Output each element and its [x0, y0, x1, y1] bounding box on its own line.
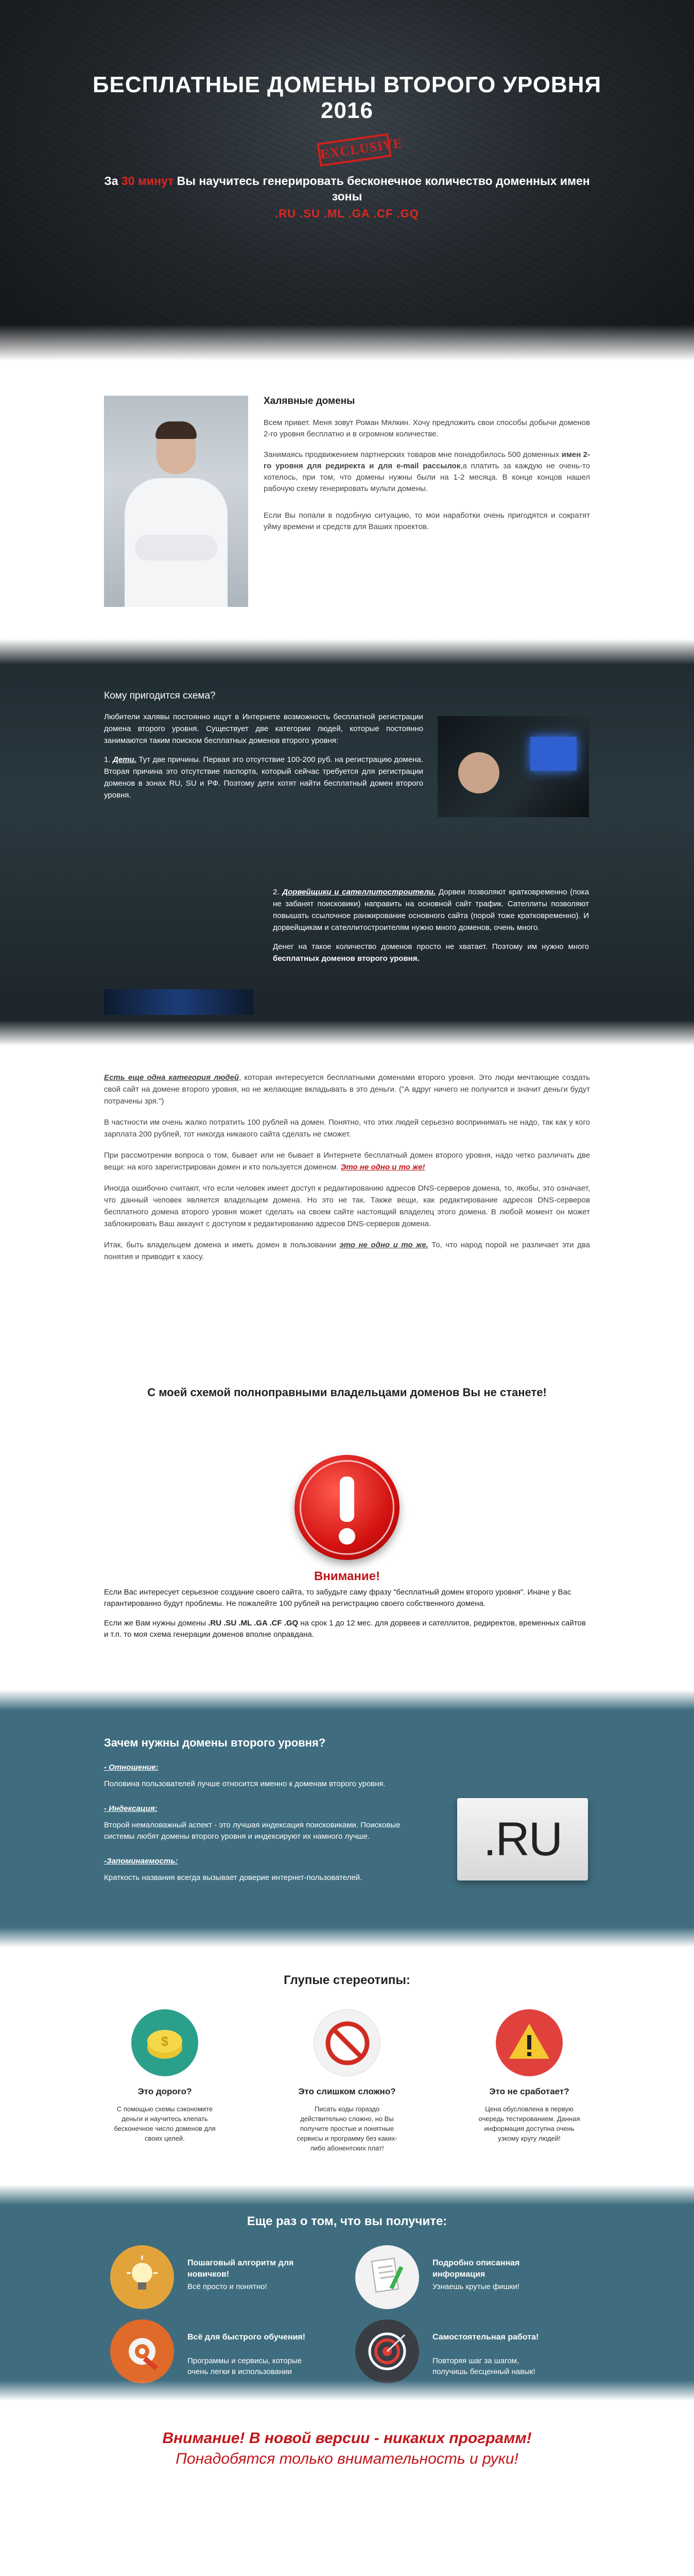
why-item-text: Краткость названия всегда вызывает доверие интернет-пользователей. — [104, 1873, 362, 1882]
ownership-section — [0, 1046, 694, 1437]
stereotype-title: Это слишком сложно? — [298, 2087, 396, 2096]
stereotypes-section — [0, 1947, 694, 2184]
stereotypes-title: Глупые стереотипы: — [284, 1973, 410, 1987]
who-money-pre: Денег на такое количество доменов просто не хватает. Поэтому им нужно много — [273, 942, 589, 951]
final-note: Понадобятся только внимательность и руки! — [176, 2450, 518, 2467]
warning-section — [0, 1437, 694, 1690]
warning-paragraph-1: Если Вас интересует серьезное создание своего сайта, то забудьте саму фразу "бесплатный домен второго уровня". Иначе у Вас гарантированно будут проблемы. Не пожалейте 100 рублей на регистрацию своего собственного домена. — [104, 1588, 571, 1608]
target-icon — [355, 2319, 419, 2383]
stereotype-text: Писать коды гораздо действительно сложно, но Вы получите простые и понятные сервисы и программу без каких-либо абонентских плат! — [297, 2105, 397, 2152]
lightbulb-icon — [110, 2245, 174, 2309]
why-item — [104, 1856, 428, 1884]
document-icon — [355, 2245, 419, 2309]
hero-section — [0, 0, 694, 361]
hero-title — [0, 72, 694, 124]
who-section — [0, 639, 694, 1046]
child-computer-image — [438, 716, 589, 817]
hero-lead-time: 30 минут — [121, 174, 174, 188]
benefit-item — [110, 2245, 316, 2312]
who-title: Кому пригодится схема? — [104, 690, 216, 701]
ownership-p5-bold: это не одно и то же. — [339, 1241, 428, 1249]
benefit-item — [355, 2245, 561, 2312]
final-section — [0, 2401, 694, 2505]
who-paragraph-doorways — [273, 886, 589, 934]
benefit-text: Всё просто и понятно! — [187, 2282, 267, 2291]
ownership-paragraph-4: Иногда ошибочно считают, что если человек имеет доступ к редактированию адресов DNS-серверов домена, то, якобы, это означает, что данный человек является владельцем домена. Но это не так. Также вещи, как редактирование адресов DNS-серверов бесплатного домена второго уровня может сделать на своем сайте настоящий владелец этого домена. В любой момент он может заблокировать Ваш аккаунт с доступом к редактированию адресов DNS-серверов домена. — [104, 1184, 590, 1228]
ownership-p3-pre: При рассмотрении вопроса о том, бывает или не бывает в Интернете бесплатный домен второго уровня, надо четко различать две вещи: на кого зарегистрирован домен и кто пользуется доменом. — [104, 1151, 590, 1172]
stereotype-text: Цена обусловлена в первую очередь тестированием. Данная информация доступна очень узкому кругу людей! — [478, 2105, 580, 2142]
who-kids-num: 1. — [104, 755, 113, 764]
who-kids-text: Тут две причины. Первая это отсутствие 100-200 руб. на регистрацию домена. Вторая причина это отсутствие паспорта, который сейчас требуется для регистрации доменов в зонах RU, SU и РФ. Поэтому дети хотят найти бесплатный домен второго уровня. — [104, 755, 423, 800]
warning-paragraph-2 — [104, 1618, 590, 1640]
keyboard-hands-image — [104, 989, 253, 1015]
about-p2-bold: имен 2-го уровня для редиректа и для e-mail рассылок — [264, 450, 590, 470]
why-item-head: - Индексация: — [104, 1804, 158, 1813]
ownership-p5-pre: Итак, быть владельцем домена и иметь домен в пользовании — [104, 1241, 340, 1249]
stereotype-item — [270, 2009, 424, 2153]
why-item — [104, 1762, 428, 1790]
about-paragraph-3: Если Вы попали в подобную ситуацию, то мои наработки очень пригодятся и сократят уйму времени и средств для Ваших проектов. — [264, 511, 590, 531]
ownership-paragraph-3 — [104, 1149, 590, 1173]
about-text — [264, 417, 590, 542]
why-item-text: Второй немаловажный аспект - это лучшая индексация поисковиками. Поисковые системы любят домены второго уровня и индексируют их намного лучше. — [104, 1821, 401, 1841]
benefit-item — [110, 2319, 316, 2386]
warning-text — [104, 1587, 590, 1649]
hero-fade — [0, 325, 694, 361]
about-paragraph-2 — [264, 449, 590, 495]
coin-icon — [131, 2009, 198, 2076]
hero-title-year: 2016 — [321, 98, 373, 123]
benefits-title: Еще раз о том, что вы получите: — [247, 2214, 447, 2228]
photo-hair — [155, 421, 197, 439]
warning-p2-post: на срок 1 до 12 мес. для дорвеев и сателлитов, редиректов, временных сайтов и т.п. то моя схема генерации доменов вполне оправдана. — [104, 1619, 586, 1639]
why-item-head: - Отношение: — [104, 1763, 159, 1772]
benefit-text: Узнаешь крутые фишки! — [432, 2282, 519, 2291]
who-money-bold: бесплатных доменов второго уровня. — [273, 954, 420, 963]
who-top-fade — [0, 639, 694, 665]
ownership-paragraph-5 — [104, 1239, 590, 1263]
stereotype-title: Это не сработает? — [489, 2087, 569, 2096]
prohibited-icon — [314, 2009, 380, 2076]
about-section — [0, 361, 694, 639]
hero-title-line1: БЕСПЛАТНЫЕ ДОМЕНЫ ВТОРОГО УРОВНЯ — [92, 72, 602, 97]
warning-p2-pre: Если же Вам нужны домены — [104, 1619, 209, 1628]
ownership-heading: С моей схемой полноправными владельцами доменов Вы не станете! — [147, 1386, 547, 1399]
benefit-title: Самостоятельная работа! — [432, 2333, 539, 2342]
hero-lead-pre: За — [104, 174, 122, 188]
why-top-fade — [0, 1690, 694, 1710]
benefits-bottom-fade — [0, 2380, 694, 2401]
why-item-head: -Запоминаемость: — [104, 1857, 178, 1866]
benefit-title: Пошаговый алгоритм для новичков! — [187, 2259, 294, 2279]
stereotype-item — [88, 2009, 242, 2143]
benefit-title: Всё для быстрого обучения! — [187, 2333, 306, 2342]
ru-domain-badge: .RU — [457, 1798, 588, 1880]
warning-icon — [496, 2009, 563, 2076]
exclamation-dot — [339, 1528, 355, 1545]
who-bottom-fade — [0, 1020, 694, 1046]
benefits-section — [0, 2184, 694, 2401]
ownership-p5-post: То, что народ порой не различает эти два понятия и приводит к хаосу. — [104, 1241, 591, 1261]
who-paragraph-money — [273, 941, 589, 964]
benefits-top-fade — [0, 2184, 694, 2205]
photo-arms — [135, 535, 217, 561]
who-door-num: 2. — [273, 888, 283, 896]
benefit-item — [355, 2319, 561, 2386]
hero-zones: .RU .SU .ML .GA .CF .GQ — [275, 207, 419, 220]
monitor-screen — [530, 737, 577, 771]
ownership-paragraph-2: В частности им очень жалко потратить 100 рублей на домен. Понятно, что этих людей серьезно воспринимать не надо, так как у кого зарплата 200 рублей, тот никогда никакого сайта сделать не сможет. — [104, 1118, 590, 1139]
why-item — [104, 1803, 428, 1842]
about-p2-pre: Занимаясь продвижением партнерских товаров мне понадобилось 500 доменных — [264, 450, 562, 459]
final-warning: Внимание! В новой версии - никаких программ! — [162, 2430, 532, 2447]
who-paragraph-1: Любители халявы постоянно ищут в Интернете возможность бесплатной регистрации домена второго уровня. Существует две категории людей, которые постоянно занимаются таким поиском бесплатных доменов второго уровня: — [104, 713, 423, 745]
who-kids-head: Дети. — [112, 755, 136, 764]
ownership-text — [104, 1072, 590, 1272]
about-paragraph-1: Всем привет. Меня зовут Роман Мялкин. Хочу предложить свои способы добычи доменов 2-го уровня бесплатно и в огромном количестве. — [264, 418, 590, 438]
ownership-p3-red: Это не одно и то же! — [340, 1163, 425, 1172]
exclusive-stamp: EXCLUSIVE — [317, 133, 391, 166]
svg-text:$: $ — [161, 2033, 169, 2049]
why-list — [104, 1762, 428, 1897]
third-category-text: , которая интересуется бесплатными доменами второго уровня. Это люди мечтающие создать свой сайт на домене второго уровня, но не желающие вкладывать в это деньги. ("А вдруг ничего не получится и значит деньги будут потрачены зря.") — [104, 1073, 590, 1106]
warning-p2-zones: .RU .SU .ML .GA .CF .GQ — [208, 1619, 299, 1628]
stereotype-title: Это дорого? — [137, 2087, 192, 2096]
about-p2-post: ,а платить за каждую не очень-то хотелось, при том, что домены нужны были на 1-2 месяца. В конце концов нашел рабочую схему генерировать мульти домены. — [264, 462, 591, 493]
benefit-title: Подробно описанная информация — [432, 2259, 520, 2279]
stereotype-item — [452, 2009, 606, 2143]
who-text-2 — [273, 886, 589, 972]
who-door-text: Дорвеи позволяют кратковременно (пока не забанят поисковики) направить на основной сайт трафик. Сателлиты позволяют повышать ссылочное ранжирование основного сайта (порой тоже кратковременно). И дорвейщикам и сателлитостроителям нужно много доменов, очень много. — [273, 888, 589, 932]
third-category-head: Есть еще одна категория людей — [104, 1073, 239, 1082]
hero-lead-post: Вы научитесь генерировать бесконечное количество доменных имен зоны — [173, 174, 590, 203]
exclamation-icon — [294, 1455, 400, 1560]
exclamation-bar — [340, 1477, 354, 1522]
warning-title: Внимание! — [314, 1569, 380, 1583]
about-title: Халявные домены — [264, 396, 355, 406]
tools-icon — [110, 2319, 174, 2383]
child-figure — [458, 752, 499, 793]
why-bottom-fade — [0, 1927, 694, 1947]
author-photo — [104, 396, 248, 607]
benefit-text: Программы и сервисы, которые очень легки в использовании — [187, 2357, 302, 2376]
who-paragraph-kids — [104, 754, 423, 801]
benefit-text: Повторяя шаг за шагом, получишь бесценный навык! — [432, 2357, 535, 2376]
why-section — [0, 1690, 694, 1947]
who-text-1 — [104, 711, 423, 808]
ownership-paragraph-1 — [104, 1072, 590, 1107]
why-title: Зачем нужны домены второго уровня? — [104, 1736, 326, 1749]
who-door-head: Дорвейщики и сателлитостроители. — [282, 888, 436, 896]
hero-lead — [103, 173, 591, 204]
why-item-text: Половина пользователей лучше относится именно к доменам второго уровня. — [104, 1780, 386, 1788]
stereotype-text: С помощью схемы сэкономите деньги и научитесь клепать бесконечное число доменов для своих целей. — [114, 2105, 216, 2142]
